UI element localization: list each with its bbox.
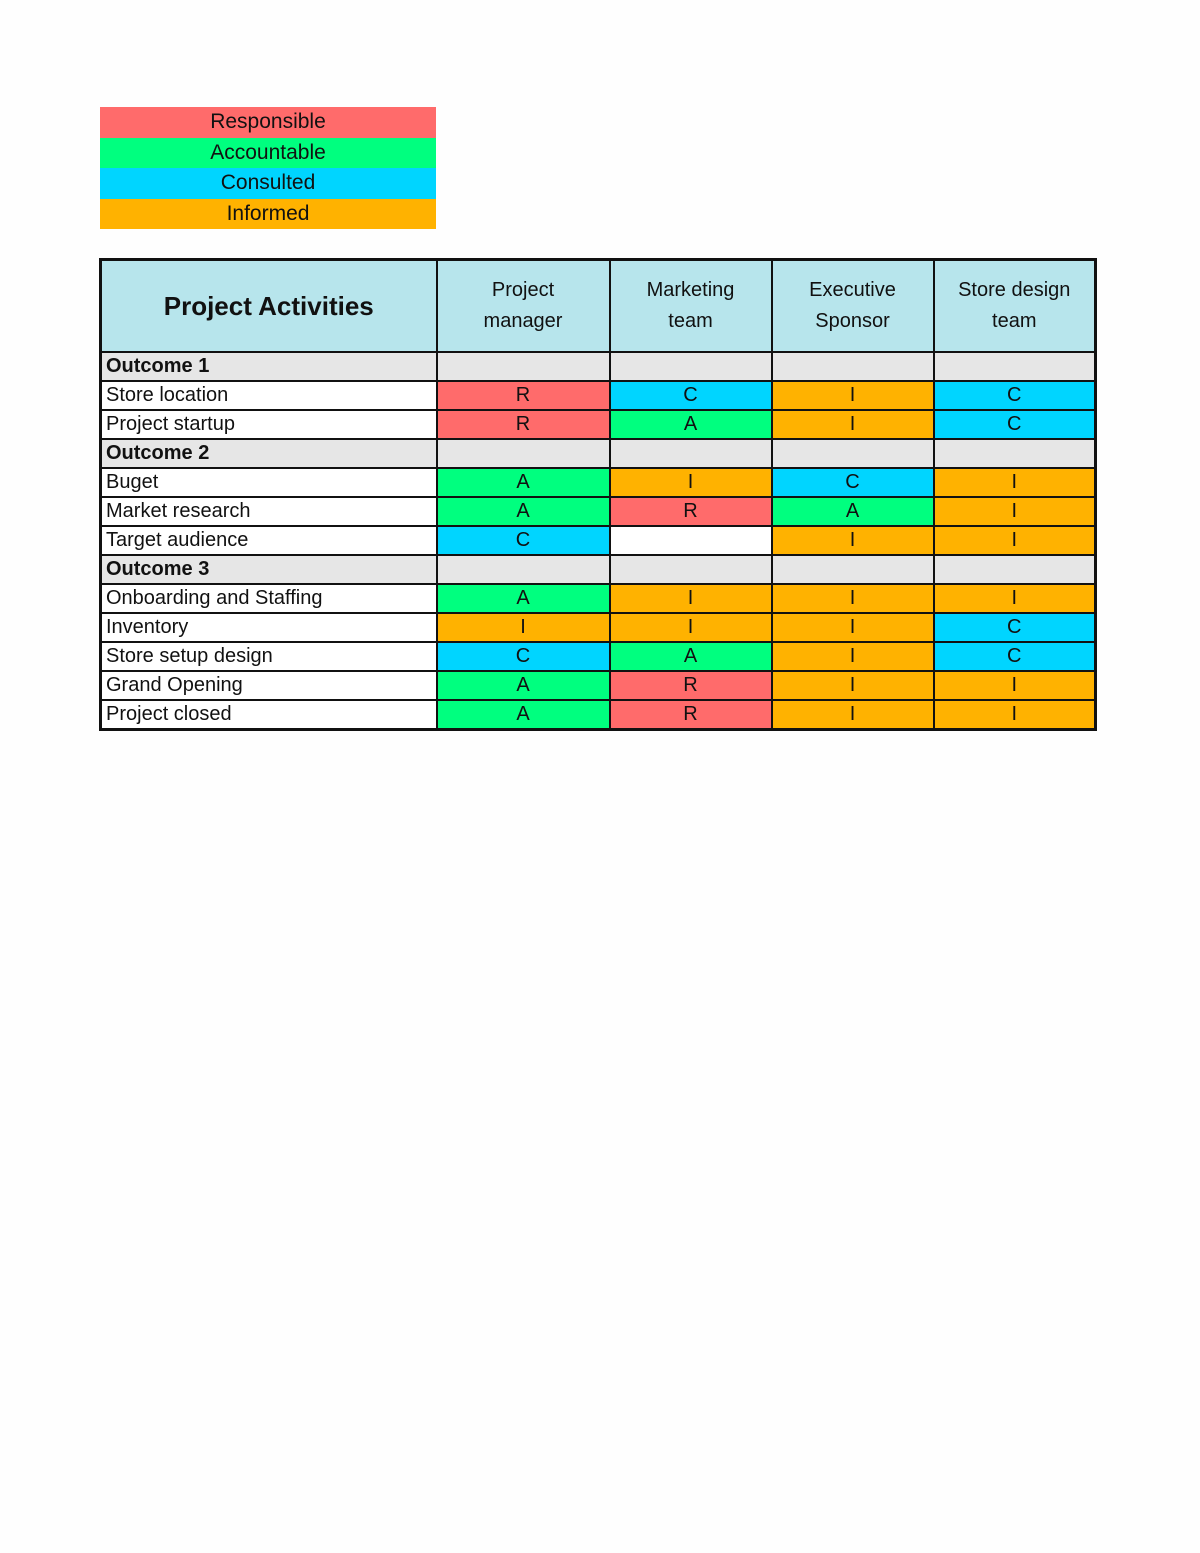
group-empty-cell: [610, 439, 772, 468]
raci-cell: R: [437, 410, 610, 439]
raci-cell: R: [610, 700, 772, 730]
group-empty-cell: [772, 439, 934, 468]
raci-matrix-table: [99, 258, 1097, 731]
raci-cell: I: [934, 468, 1096, 497]
raci-cell: I: [437, 613, 610, 642]
raci-cell: A: [437, 497, 610, 526]
activity-row: [101, 613, 1096, 642]
legend-accountable: Accountable: [100, 138, 436, 169]
raci-cell: I: [772, 613, 934, 642]
activity-row: [101, 526, 1096, 555]
activity-row: [101, 642, 1096, 671]
activity-label: Inventory: [101, 613, 437, 642]
raci-cell: C: [437, 526, 610, 555]
group-empty-cell: [934, 555, 1096, 584]
activity-label: Onboarding and Staffing: [101, 584, 437, 613]
outcome-group-row: [101, 352, 1096, 381]
raci-cell: R: [610, 671, 772, 700]
raci-cell: A: [610, 410, 772, 439]
activity-label: Buget: [101, 468, 437, 497]
raci-cell: I: [934, 671, 1096, 700]
raci-cell: A: [437, 584, 610, 613]
raci-cell: I: [772, 642, 934, 671]
raci-cell: I: [934, 497, 1096, 526]
raci-cell: I: [772, 671, 934, 700]
group-empty-cell: [437, 352, 610, 381]
raci-cell: I: [610, 468, 772, 497]
raci-cell: I: [772, 584, 934, 613]
raci-cell: A: [437, 468, 610, 497]
raci-cell: C: [772, 468, 934, 497]
group-empty-cell: [437, 439, 610, 468]
activity-row: [101, 497, 1096, 526]
group-empty-cell: [610, 352, 772, 381]
legend-informed: Informed: [100, 199, 436, 230]
role-header-project-manager: Project manager: [437, 260, 610, 353]
raci-cell: I: [772, 700, 934, 730]
raci-cell: A: [437, 700, 610, 730]
activity-row: [101, 410, 1096, 439]
outcome-label: Outcome 3: [101, 555, 437, 584]
raci-cell: C: [934, 410, 1096, 439]
raci-cell: I: [772, 381, 934, 410]
raci-legend: [100, 107, 436, 229]
group-empty-cell: [772, 352, 934, 381]
header-row: [101, 260, 1096, 353]
activity-label: Project startup: [101, 410, 437, 439]
activity-label: Market research: [101, 497, 437, 526]
group-empty-cell: [772, 555, 934, 584]
activity-row: [101, 584, 1096, 613]
activity-label: Store setup design: [101, 642, 437, 671]
group-empty-cell: [610, 555, 772, 584]
project-activities-header: Project Activities: [101, 260, 437, 353]
outcome-label: Outcome 1: [101, 352, 437, 381]
outcome-label: Outcome 2: [101, 439, 437, 468]
raci-cell: C: [934, 642, 1096, 671]
activity-label: Grand Opening: [101, 671, 437, 700]
raci-cell: A: [610, 642, 772, 671]
activity-label: Project closed: [101, 700, 437, 730]
raci-cell: [610, 526, 772, 555]
activity-row: [101, 671, 1096, 700]
activity-label: Target audience: [101, 526, 437, 555]
raci-body: [101, 352, 1096, 730]
outcome-group-row: [101, 555, 1096, 584]
role-header-store-design-team: Store design team: [934, 260, 1096, 353]
raci-cell: I: [772, 410, 934, 439]
role-header-marketing-team: Marketing team: [610, 260, 772, 353]
raci-cell: C: [934, 613, 1096, 642]
raci-cell: C: [934, 381, 1096, 410]
activity-row: [101, 700, 1096, 730]
raci-cell: I: [610, 613, 772, 642]
activity-row: [101, 468, 1096, 497]
group-empty-cell: [934, 439, 1096, 468]
raci-cell: I: [934, 526, 1096, 555]
group-empty-cell: [934, 352, 1096, 381]
activity-row: [101, 381, 1096, 410]
legend-consulted: Consulted: [100, 168, 436, 199]
role-header-executive-sponsor: Executive Sponsor: [772, 260, 934, 353]
outcome-group-row: [101, 439, 1096, 468]
raci-cell: C: [437, 642, 610, 671]
raci-cell: C: [610, 381, 772, 410]
raci-cell: I: [934, 700, 1096, 730]
raci-cell: I: [934, 584, 1096, 613]
legend-responsible: Responsible: [100, 107, 436, 138]
raci-cell: R: [610, 497, 772, 526]
raci-cell: R: [437, 381, 610, 410]
activity-label: Store location: [101, 381, 437, 410]
raci-cell: A: [437, 671, 610, 700]
raci-cell: I: [772, 526, 934, 555]
raci-cell: I: [610, 584, 772, 613]
raci-cell: A: [772, 497, 934, 526]
group-empty-cell: [437, 555, 610, 584]
